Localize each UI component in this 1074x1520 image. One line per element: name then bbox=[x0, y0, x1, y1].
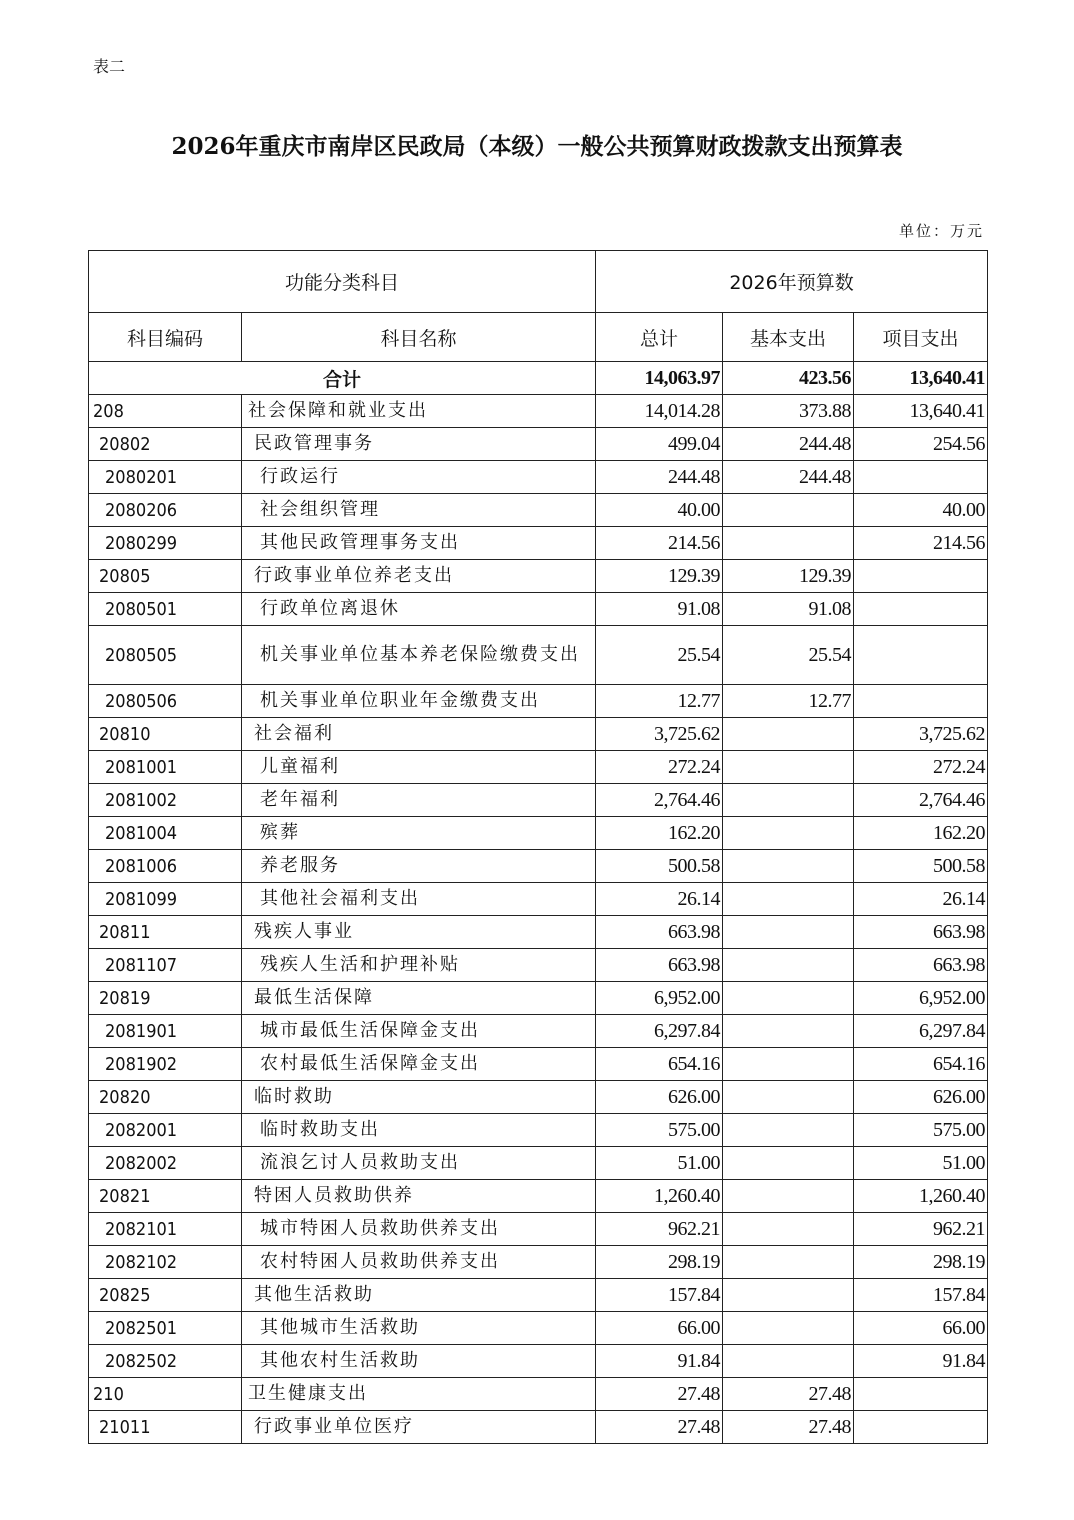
row-code: 2081902 bbox=[89, 1048, 242, 1081]
table-row bbox=[89, 1312, 988, 1345]
row-basic bbox=[723, 1246, 854, 1279]
row-code: 20821 bbox=[89, 1180, 242, 1213]
row-basic bbox=[723, 1147, 854, 1180]
row-name: 其他生活救助 bbox=[242, 1279, 596, 1312]
row-project bbox=[854, 461, 988, 494]
row-total: 244.48 bbox=[596, 461, 723, 494]
row-basic bbox=[723, 1279, 854, 1312]
row-code: 2081107 bbox=[89, 949, 242, 982]
row-code: 2081006 bbox=[89, 850, 242, 883]
row-basic bbox=[723, 1081, 854, 1114]
table-row bbox=[89, 949, 988, 982]
row-name: 机关事业单位职业年金缴费支出 bbox=[242, 685, 596, 718]
table-row bbox=[89, 817, 988, 850]
table-row bbox=[89, 428, 988, 461]
row-project: 2,764.46 bbox=[854, 784, 988, 817]
row-total: 500.58 bbox=[596, 850, 723, 883]
row-code: 2080501 bbox=[89, 593, 242, 626]
row-name: 残疾人生活和护理补贴 bbox=[242, 949, 596, 982]
row-project: 214.56 bbox=[854, 527, 988, 560]
row-project: 157.84 bbox=[854, 1279, 988, 1312]
table-row bbox=[89, 784, 988, 817]
row-name: 其他社会福利支出 bbox=[242, 883, 596, 916]
row-total: 626.00 bbox=[596, 1081, 723, 1114]
header-code: 科目编码 bbox=[89, 313, 242, 362]
row-total: 1,260.40 bbox=[596, 1180, 723, 1213]
header-project: 项目支出 bbox=[854, 313, 988, 362]
row-total: 51.00 bbox=[596, 1147, 723, 1180]
row-project: 40.00 bbox=[854, 494, 988, 527]
row-project: 254.56 bbox=[854, 428, 988, 461]
row-total: 272.24 bbox=[596, 751, 723, 784]
row-basic: 25.54 bbox=[723, 626, 854, 685]
row-basic bbox=[723, 1312, 854, 1345]
table-row bbox=[89, 1015, 988, 1048]
table-row bbox=[89, 1048, 988, 1081]
row-basic: 244.48 bbox=[723, 428, 854, 461]
row-total: 40.00 bbox=[596, 494, 723, 527]
row-code: 2082102 bbox=[89, 1246, 242, 1279]
total-basic: 423.56 bbox=[723, 362, 854, 395]
header-name: 科目名称 bbox=[242, 313, 596, 362]
row-basic bbox=[723, 1015, 854, 1048]
row-name: 最低生活保障 bbox=[242, 982, 596, 1015]
header-budget-year: 2026年预算数 bbox=[596, 251, 988, 313]
row-basic bbox=[723, 1345, 854, 1378]
row-total: 3,725.62 bbox=[596, 718, 723, 751]
row-project bbox=[854, 1378, 988, 1411]
table-row bbox=[89, 626, 988, 685]
row-code: 2081004 bbox=[89, 817, 242, 850]
row-code: 2082101 bbox=[89, 1213, 242, 1246]
row-total: 157.84 bbox=[596, 1279, 723, 1312]
row-total: 663.98 bbox=[596, 916, 723, 949]
row-name: 社会保障和就业支出 bbox=[242, 395, 596, 428]
row-basic bbox=[723, 1048, 854, 1081]
row-name: 农村最低生活保障金支出 bbox=[242, 1048, 596, 1081]
row-project bbox=[854, 626, 988, 685]
row-name: 城市特困人员救助供养支出 bbox=[242, 1213, 596, 1246]
budget-table bbox=[88, 250, 988, 1444]
row-code: 21011 bbox=[89, 1411, 242, 1444]
table-row bbox=[89, 916, 988, 949]
row-code: 2082002 bbox=[89, 1147, 242, 1180]
row-code: 2080201 bbox=[89, 461, 242, 494]
row-basic bbox=[723, 1213, 854, 1246]
row-project bbox=[854, 560, 988, 593]
row-basic bbox=[723, 949, 854, 982]
row-code: 2081901 bbox=[89, 1015, 242, 1048]
row-project: 663.98 bbox=[854, 916, 988, 949]
row-project: 26.14 bbox=[854, 883, 988, 916]
row-project bbox=[854, 593, 988, 626]
row-project: 272.24 bbox=[854, 751, 988, 784]
row-name: 行政事业单位医疗 bbox=[242, 1411, 596, 1444]
row-total: 214.56 bbox=[596, 527, 723, 560]
row-code: 210 bbox=[89, 1378, 242, 1411]
row-basic bbox=[723, 784, 854, 817]
row-total: 162.20 bbox=[596, 817, 723, 850]
row-project: 1,260.40 bbox=[854, 1180, 988, 1213]
row-basic: 373.88 bbox=[723, 395, 854, 428]
row-project: 500.58 bbox=[854, 850, 988, 883]
table-row bbox=[89, 718, 988, 751]
row-name: 城市最低生活保障金支出 bbox=[242, 1015, 596, 1048]
row-basic bbox=[723, 527, 854, 560]
row-name: 民政管理事务 bbox=[242, 428, 596, 461]
row-total: 2,764.46 bbox=[596, 784, 723, 817]
row-total: 129.39 bbox=[596, 560, 723, 593]
row-code: 2080299 bbox=[89, 527, 242, 560]
table-row bbox=[89, 883, 988, 916]
table-row bbox=[89, 1180, 988, 1213]
row-project: 6,952.00 bbox=[854, 982, 988, 1015]
row-code: 20810 bbox=[89, 718, 242, 751]
row-name: 临时救助 bbox=[242, 1081, 596, 1114]
page-title: 2026年重庆市南岸区民政局（本级）一般公共预算财政拨款支出预算表 bbox=[171, 133, 903, 160]
row-total: 91.08 bbox=[596, 593, 723, 626]
row-basic: 129.39 bbox=[723, 560, 854, 593]
row-total: 26.14 bbox=[596, 883, 723, 916]
row-code: 2082501 bbox=[89, 1312, 242, 1345]
row-project: 626.00 bbox=[854, 1081, 988, 1114]
table-row bbox=[89, 685, 988, 718]
row-basic bbox=[723, 982, 854, 1015]
row-project: 162.20 bbox=[854, 817, 988, 850]
row-total: 654.16 bbox=[596, 1048, 723, 1081]
row-project: 575.00 bbox=[854, 1114, 988, 1147]
row-project: 13,640.41 bbox=[854, 395, 988, 428]
row-name: 养老服务 bbox=[242, 850, 596, 883]
row-basic bbox=[723, 718, 854, 751]
row-project: 663.98 bbox=[854, 949, 988, 982]
total-project: 13,640.41 bbox=[854, 362, 988, 395]
table-row bbox=[89, 850, 988, 883]
unit-label: 单位：万元 bbox=[898, 222, 984, 240]
row-basic bbox=[723, 850, 854, 883]
row-name: 流浪乞讨人员救助支出 bbox=[242, 1147, 596, 1180]
row-project: 51.00 bbox=[854, 1147, 988, 1180]
row-total: 298.19 bbox=[596, 1246, 723, 1279]
row-name: 其他城市生活救助 bbox=[242, 1312, 596, 1345]
row-basic: 27.48 bbox=[723, 1411, 854, 1444]
row-code: 2081002 bbox=[89, 784, 242, 817]
row-name: 儿童福利 bbox=[242, 751, 596, 784]
table-row bbox=[89, 1345, 988, 1378]
total-label: 合计 bbox=[89, 362, 596, 395]
row-code: 2082001 bbox=[89, 1114, 242, 1147]
row-basic: 12.77 bbox=[723, 685, 854, 718]
table-row bbox=[89, 1411, 988, 1444]
row-name: 殡葬 bbox=[242, 817, 596, 850]
row-name: 行政单位离退休 bbox=[242, 593, 596, 626]
row-total: 575.00 bbox=[596, 1114, 723, 1147]
table-row bbox=[89, 1081, 988, 1114]
row-name: 农村特困人员救助供养支出 bbox=[242, 1246, 596, 1279]
row-basic bbox=[723, 494, 854, 527]
row-total: 962.21 bbox=[596, 1213, 723, 1246]
row-total: 6,952.00 bbox=[596, 982, 723, 1015]
row-name: 机关事业单位基本养老保险缴费支出 bbox=[242, 626, 596, 685]
row-basic bbox=[723, 1180, 854, 1213]
row-code: 2080505 bbox=[89, 626, 242, 685]
row-name: 临时救助支出 bbox=[242, 1114, 596, 1147]
row-project: 962.21 bbox=[854, 1213, 988, 1246]
row-total: 663.98 bbox=[596, 949, 723, 982]
header-basic: 基本支出 bbox=[723, 313, 854, 362]
row-total: 91.84 bbox=[596, 1345, 723, 1378]
row-project: 3,725.62 bbox=[854, 718, 988, 751]
row-basic: 27.48 bbox=[723, 1378, 854, 1411]
row-project: 6,297.84 bbox=[854, 1015, 988, 1048]
row-name: 其他农村生活救助 bbox=[242, 1345, 596, 1378]
row-code: 20825 bbox=[89, 1279, 242, 1312]
row-code: 2081001 bbox=[89, 751, 242, 784]
row-total: 27.48 bbox=[596, 1378, 723, 1411]
row-name: 其他民政管理事务支出 bbox=[242, 527, 596, 560]
table-row bbox=[89, 593, 988, 626]
row-name: 卫生健康支出 bbox=[242, 1378, 596, 1411]
table-row bbox=[89, 1147, 988, 1180]
row-code: 20819 bbox=[89, 982, 242, 1015]
row-basic bbox=[723, 916, 854, 949]
row-name: 特困人员救助供养 bbox=[242, 1180, 596, 1213]
row-code: 2081099 bbox=[89, 883, 242, 916]
table-row bbox=[89, 1114, 988, 1147]
row-code: 2080506 bbox=[89, 685, 242, 718]
row-code: 2080206 bbox=[89, 494, 242, 527]
table-row bbox=[89, 395, 988, 428]
table-row bbox=[89, 1246, 988, 1279]
row-basic bbox=[723, 883, 854, 916]
row-code: 2082502 bbox=[89, 1345, 242, 1378]
table-row bbox=[89, 1279, 988, 1312]
table-row bbox=[89, 751, 988, 784]
row-total: 25.54 bbox=[596, 626, 723, 685]
row-basic: 91.08 bbox=[723, 593, 854, 626]
row-basic bbox=[723, 751, 854, 784]
row-name: 残疾人事业 bbox=[242, 916, 596, 949]
row-total: 6,297.84 bbox=[596, 1015, 723, 1048]
row-project bbox=[854, 685, 988, 718]
table-row bbox=[89, 461, 988, 494]
row-name: 社会组织管理 bbox=[242, 494, 596, 527]
header-functional-classification: 功能分类科目 bbox=[89, 251, 596, 313]
row-code: 20805 bbox=[89, 560, 242, 593]
row-basic: 244.48 bbox=[723, 461, 854, 494]
row-code: 20811 bbox=[89, 916, 242, 949]
row-total: 14,014.28 bbox=[596, 395, 723, 428]
row-project: 66.00 bbox=[854, 1312, 988, 1345]
row-name: 行政事业单位养老支出 bbox=[242, 560, 596, 593]
table-label: 表二 bbox=[93, 57, 126, 76]
table-row bbox=[89, 560, 988, 593]
header-row-group bbox=[89, 251, 988, 313]
row-total: 12.77 bbox=[596, 685, 723, 718]
row-name: 老年福利 bbox=[242, 784, 596, 817]
table-row bbox=[89, 982, 988, 1015]
row-project: 654.16 bbox=[854, 1048, 988, 1081]
row-name: 行政运行 bbox=[242, 461, 596, 494]
row-code: 208 bbox=[89, 395, 242, 428]
header-total: 总计 bbox=[596, 313, 723, 362]
table-row bbox=[89, 1213, 988, 1246]
row-project bbox=[854, 1411, 988, 1444]
row-basic bbox=[723, 817, 854, 850]
row-code: 20802 bbox=[89, 428, 242, 461]
row-project: 91.84 bbox=[854, 1345, 988, 1378]
row-code: 20820 bbox=[89, 1081, 242, 1114]
row-project: 298.19 bbox=[854, 1246, 988, 1279]
table-row bbox=[89, 527, 988, 560]
row-total: 27.48 bbox=[596, 1411, 723, 1444]
total-row bbox=[89, 362, 988, 395]
row-total: 66.00 bbox=[596, 1312, 723, 1345]
total-total: 14,063.97 bbox=[596, 362, 723, 395]
row-total: 499.04 bbox=[596, 428, 723, 461]
row-basic bbox=[723, 1114, 854, 1147]
header-row-columns bbox=[89, 313, 988, 362]
table-row bbox=[89, 494, 988, 527]
row-name: 社会福利 bbox=[242, 718, 596, 751]
table-row bbox=[89, 1378, 988, 1411]
